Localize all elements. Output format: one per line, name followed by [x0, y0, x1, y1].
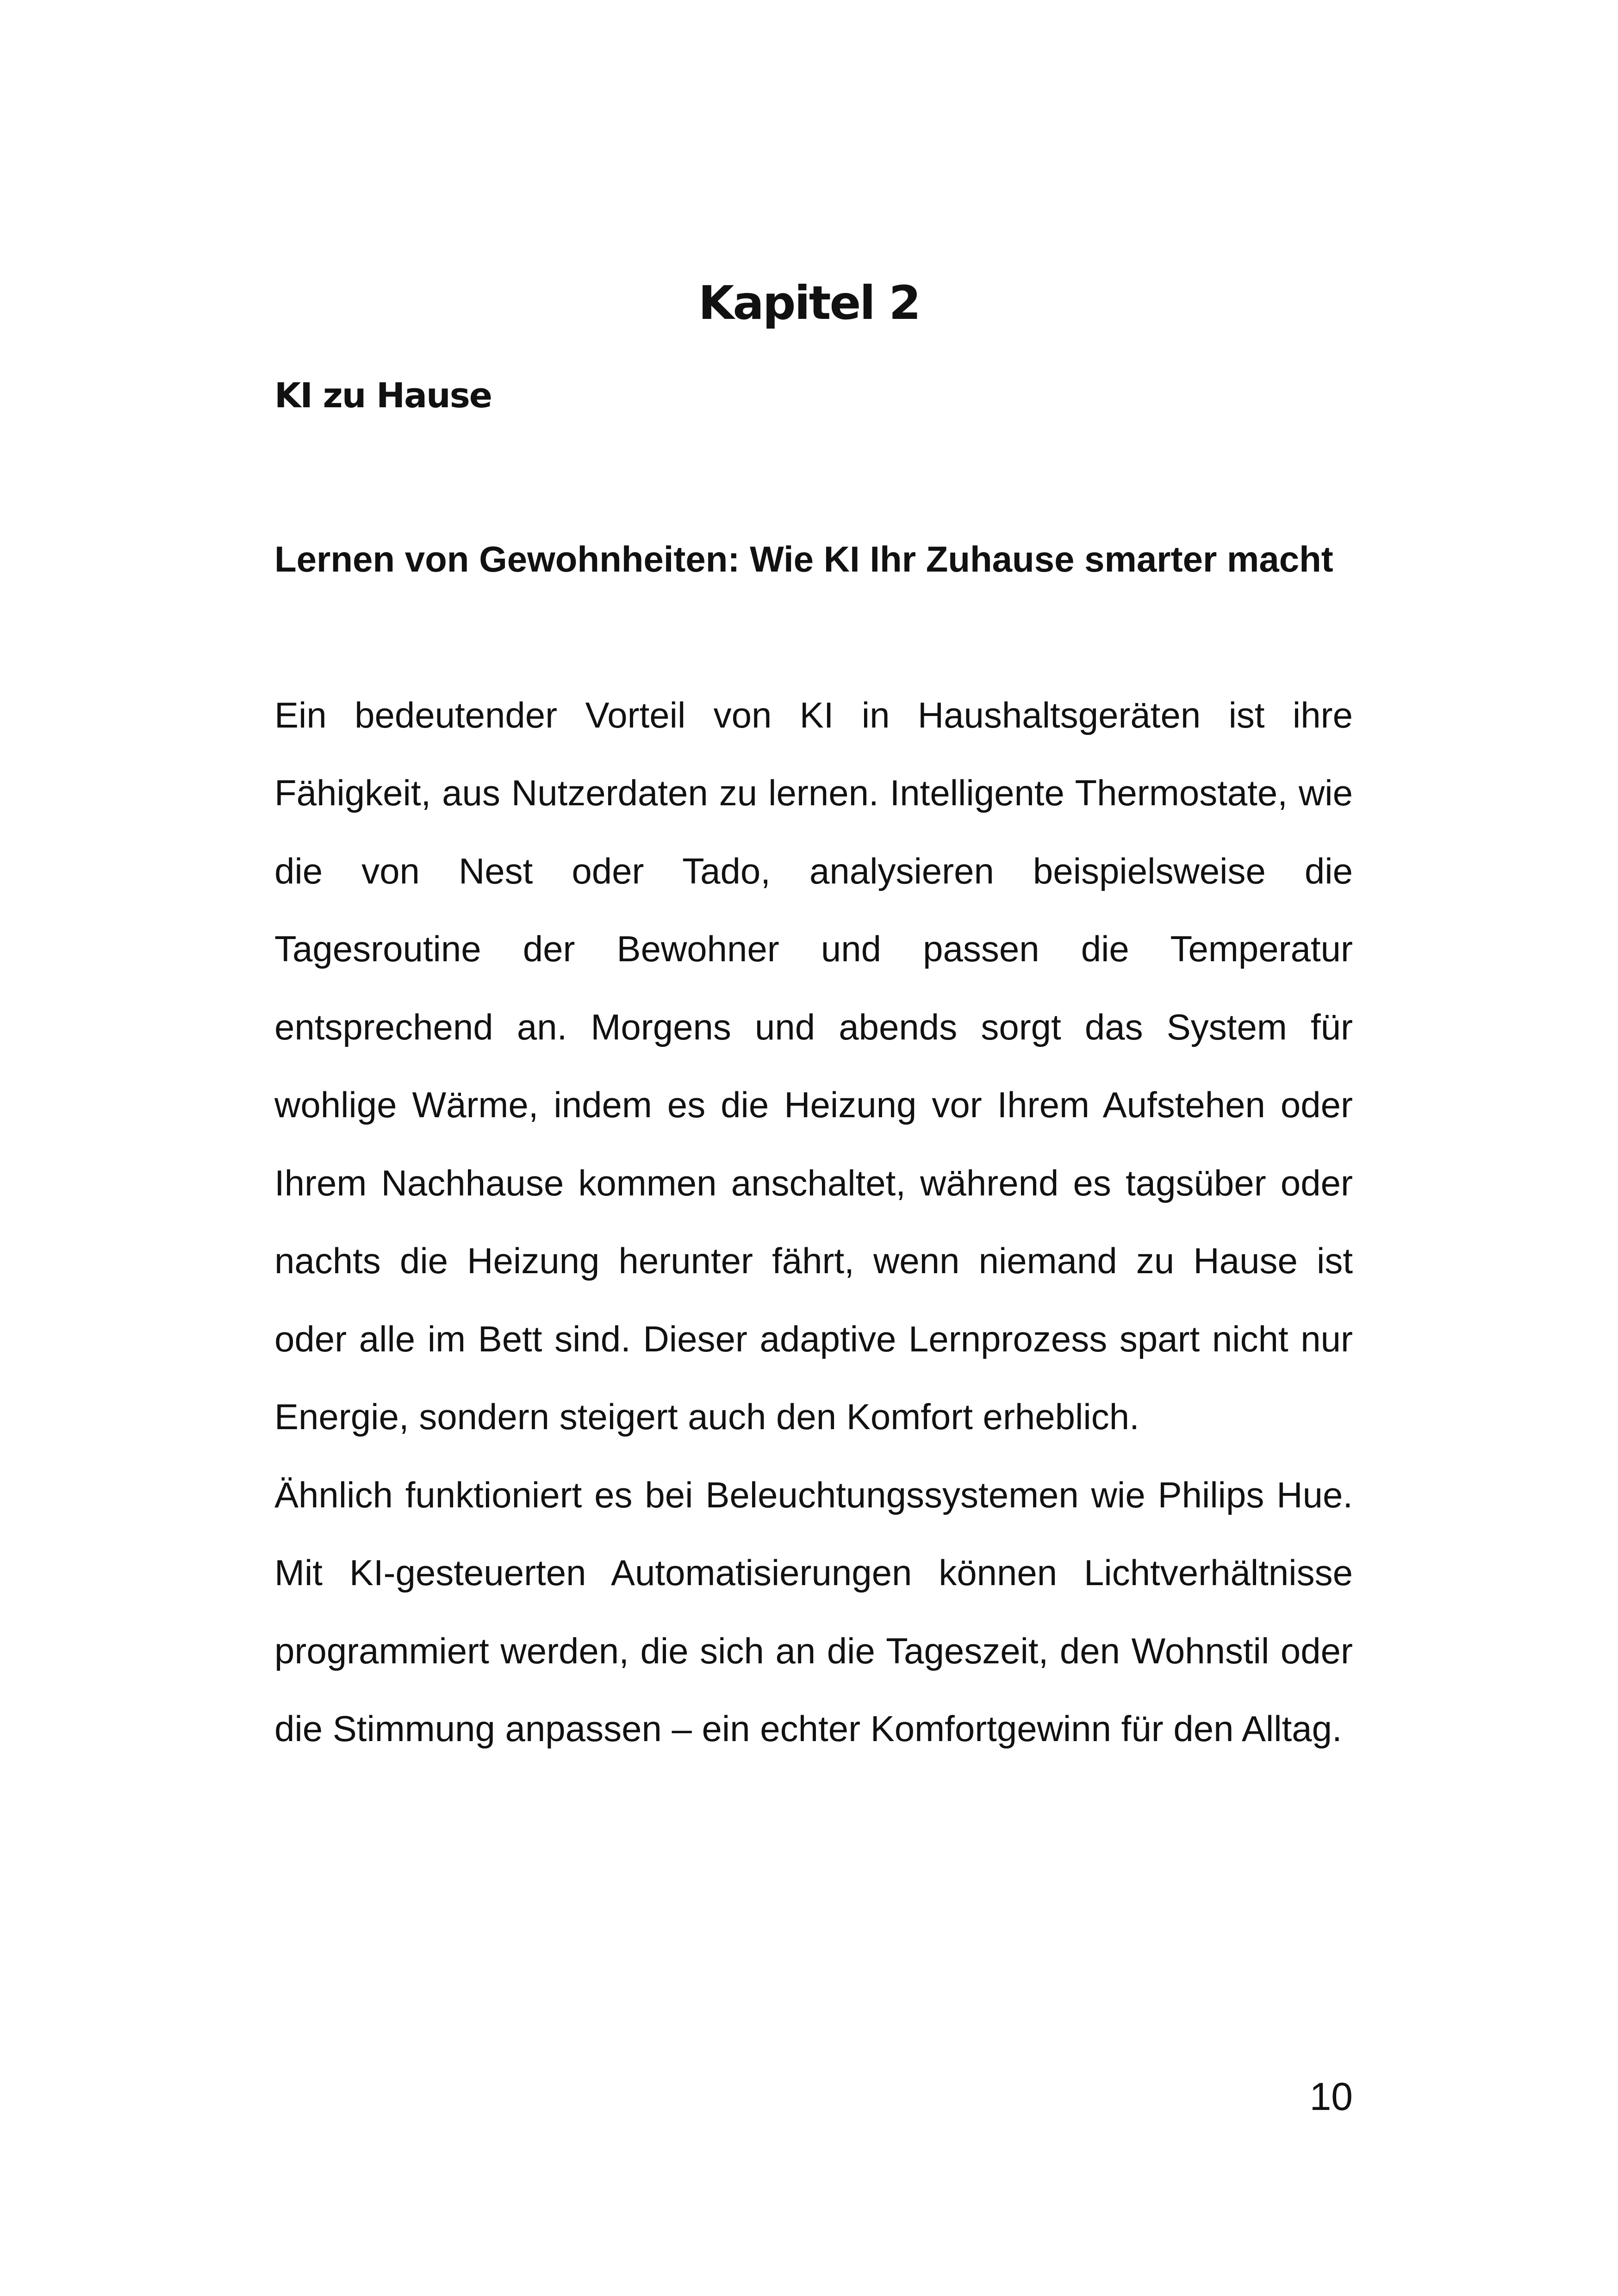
paragraph-2: Ähnlich funktioniert es bei Beleuchtungssystemen wie Philips Hue. Mit KI-gesteuerten Automatisierungen können Lichtverhältnisse programmiert werden, die sich an die Tageszeit, den Wohnstil oder die Stimmung anpassen – ein echter Komfortgewinn für den Alltag.	[274, 1474, 1353, 1749]
body-content	[274, 520, 1353, 1768]
page-number: 10	[1309, 2075, 1353, 2118]
subheading: Lernen von Gewohnheiten: Wie KI Ihr Zuhause smarter macht	[274, 539, 1333, 579]
paragraph-1: Ein bedeutender Vorteil von KI in Haushaltsgeräten ist ihre Fähigkeit, aus Nutzerdaten zu lernen. Intelligente Thermostate, wie die von Nest oder Tado, analysieren beispielsweise die Tagesroutine der Bewohner und passen die Temperatur entsprechend an. Morgens und abends sorgt das System für wohlige Wärme, indem es die Heizung vor Ihrem Aufstehen oder Ihrem Nachhause kommen anschaltet, während es tagsüber oder nachts die Heizung herunter fährt, wenn niemand zu Hause ist oder alle im Bett sind. Dieser adaptive Lernprozess spart nicht nur Energie, sondern steigert auch den Komfort erheblich.	[274, 694, 1353, 1437]
paragraph-spacer	[274, 598, 1353, 676]
chapter-title: Kapitel 2	[698, 276, 920, 330]
section-title: KI zu Hause	[274, 376, 492, 416]
